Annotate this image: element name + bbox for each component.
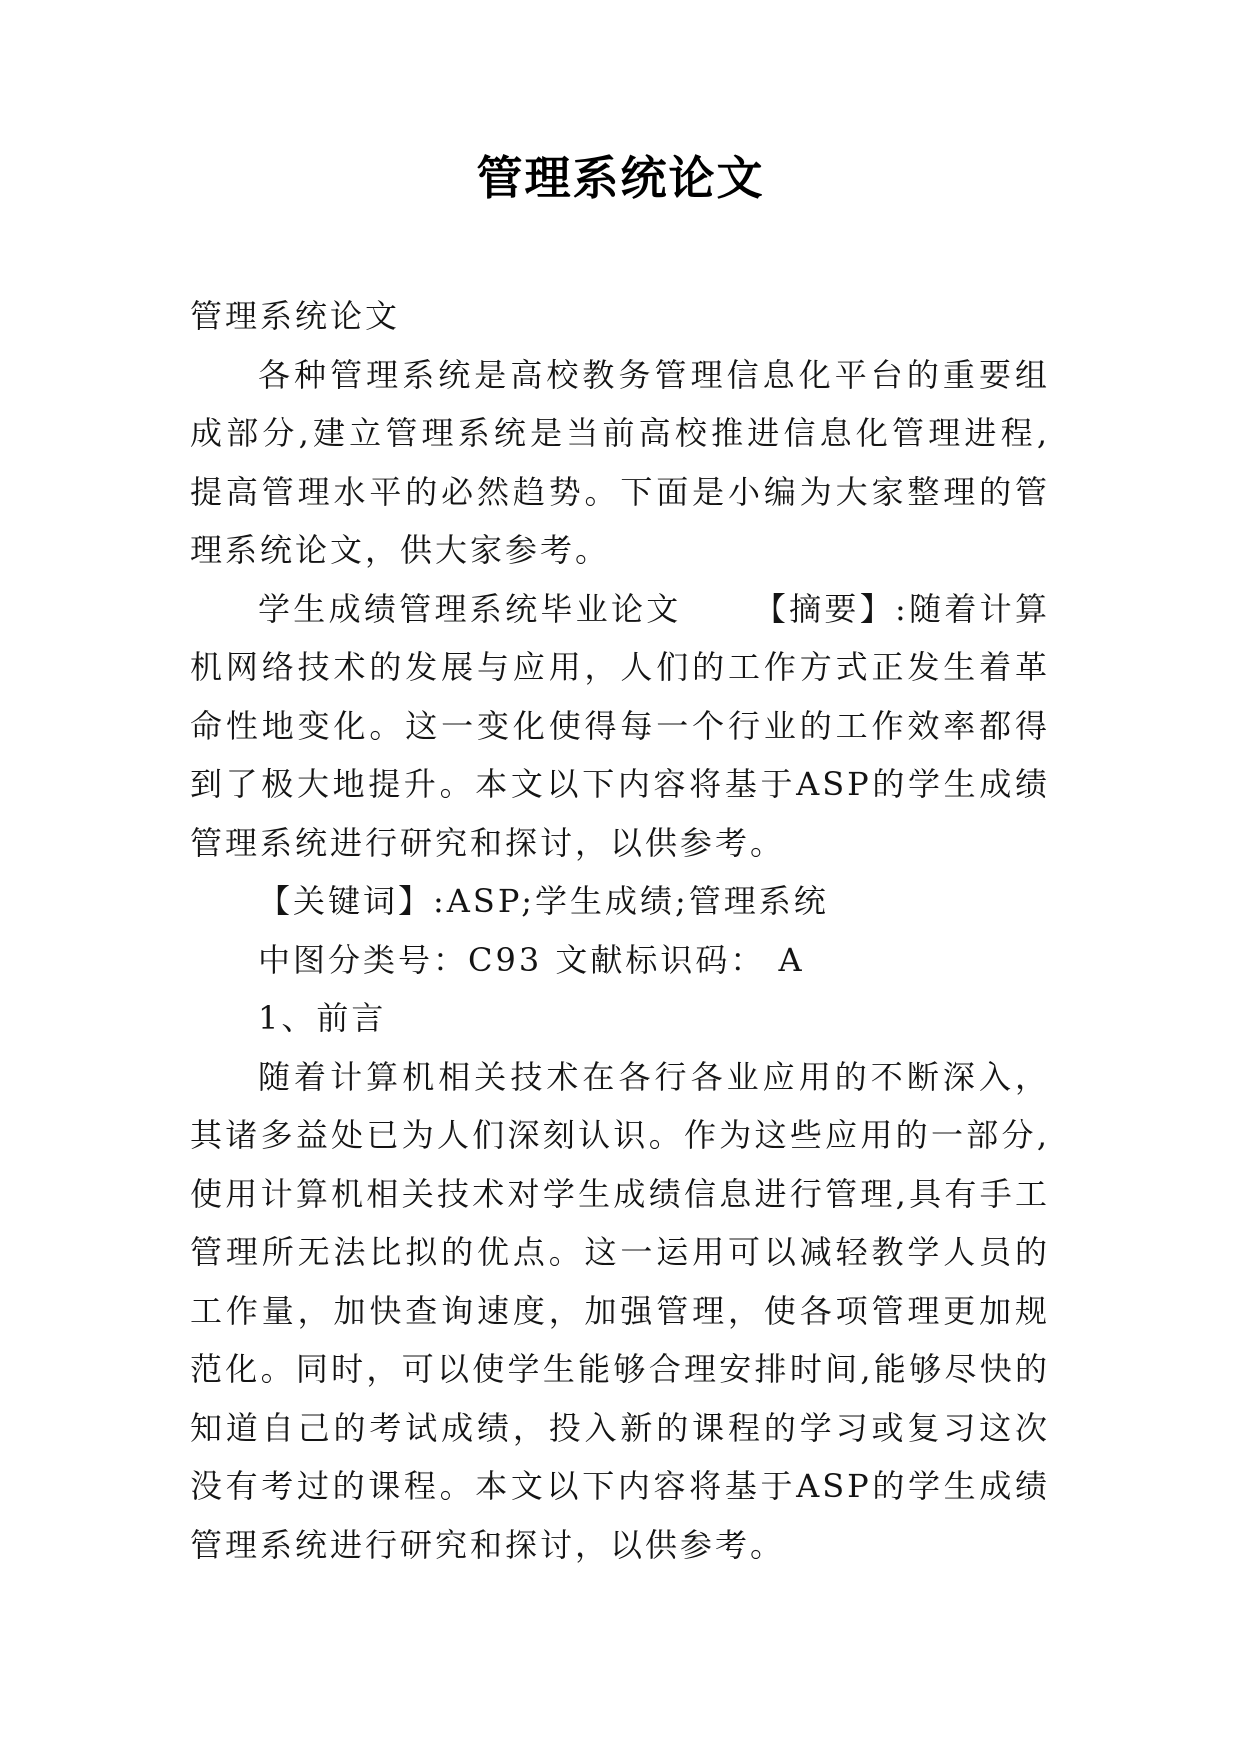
classification-line: 中图分类号：C93 文献标识码： A bbox=[258, 940, 805, 979]
document-title: 管理系统论文 bbox=[476, 151, 765, 205]
section-paragraph: 随着计算机相关技术在各行各业应用的不断深入，其诸多益处已为人们深刻认识。作为这些应用的一部分,使用计算机相关技术对学生成绩信息进行管理,具有手工管理所无法比拟的优点。这一运用可以减轻教学人员的工作量，加快查询速度，加强管理，使各项管理更加规范化。同时，可以使学生能够合理安排时间,能够尽快的知道自己的考试成绩，投入新的课程的学习或复习这次没有考过的课程。本文以下内容将基于ASP的学生成绩管理系统进行研究和探讨，以供参考。 bbox=[190, 1057, 1050, 1564]
document-body bbox=[190, 287, 1050, 1574]
abstract-lead: 学生成绩管理系统毕业论文 bbox=[258, 589, 682, 628]
abstract-paragraph bbox=[190, 580, 1050, 873]
intro-paragraph: 各种管理系统是高校教务管理信息化平台的重要组成部分,建立管理系统是当前高校推进信息化管理进程,提高管理水平的必然趋势。下面是小编为大家整理的管理系统论文，供大家参考。 bbox=[190, 355, 1050, 569]
subtitle-line: 管理系统论文 bbox=[190, 297, 401, 335]
abstract-text: 【摘要】:随着计算机网络技术的发展与应用，人们的工作方式正发生着革命性地变化。这一变化使得每一个行业的工作效率都得到了极大地提升。本文以下内容将基于ASP的学生成绩管理系统进行研究和探讨，以供参考。 bbox=[190, 589, 1050, 862]
keywords-line: 【关键词】:ASP;学生成绩;管理系统 bbox=[258, 882, 829, 920]
section-heading: 1、前言 bbox=[258, 999, 387, 1037]
